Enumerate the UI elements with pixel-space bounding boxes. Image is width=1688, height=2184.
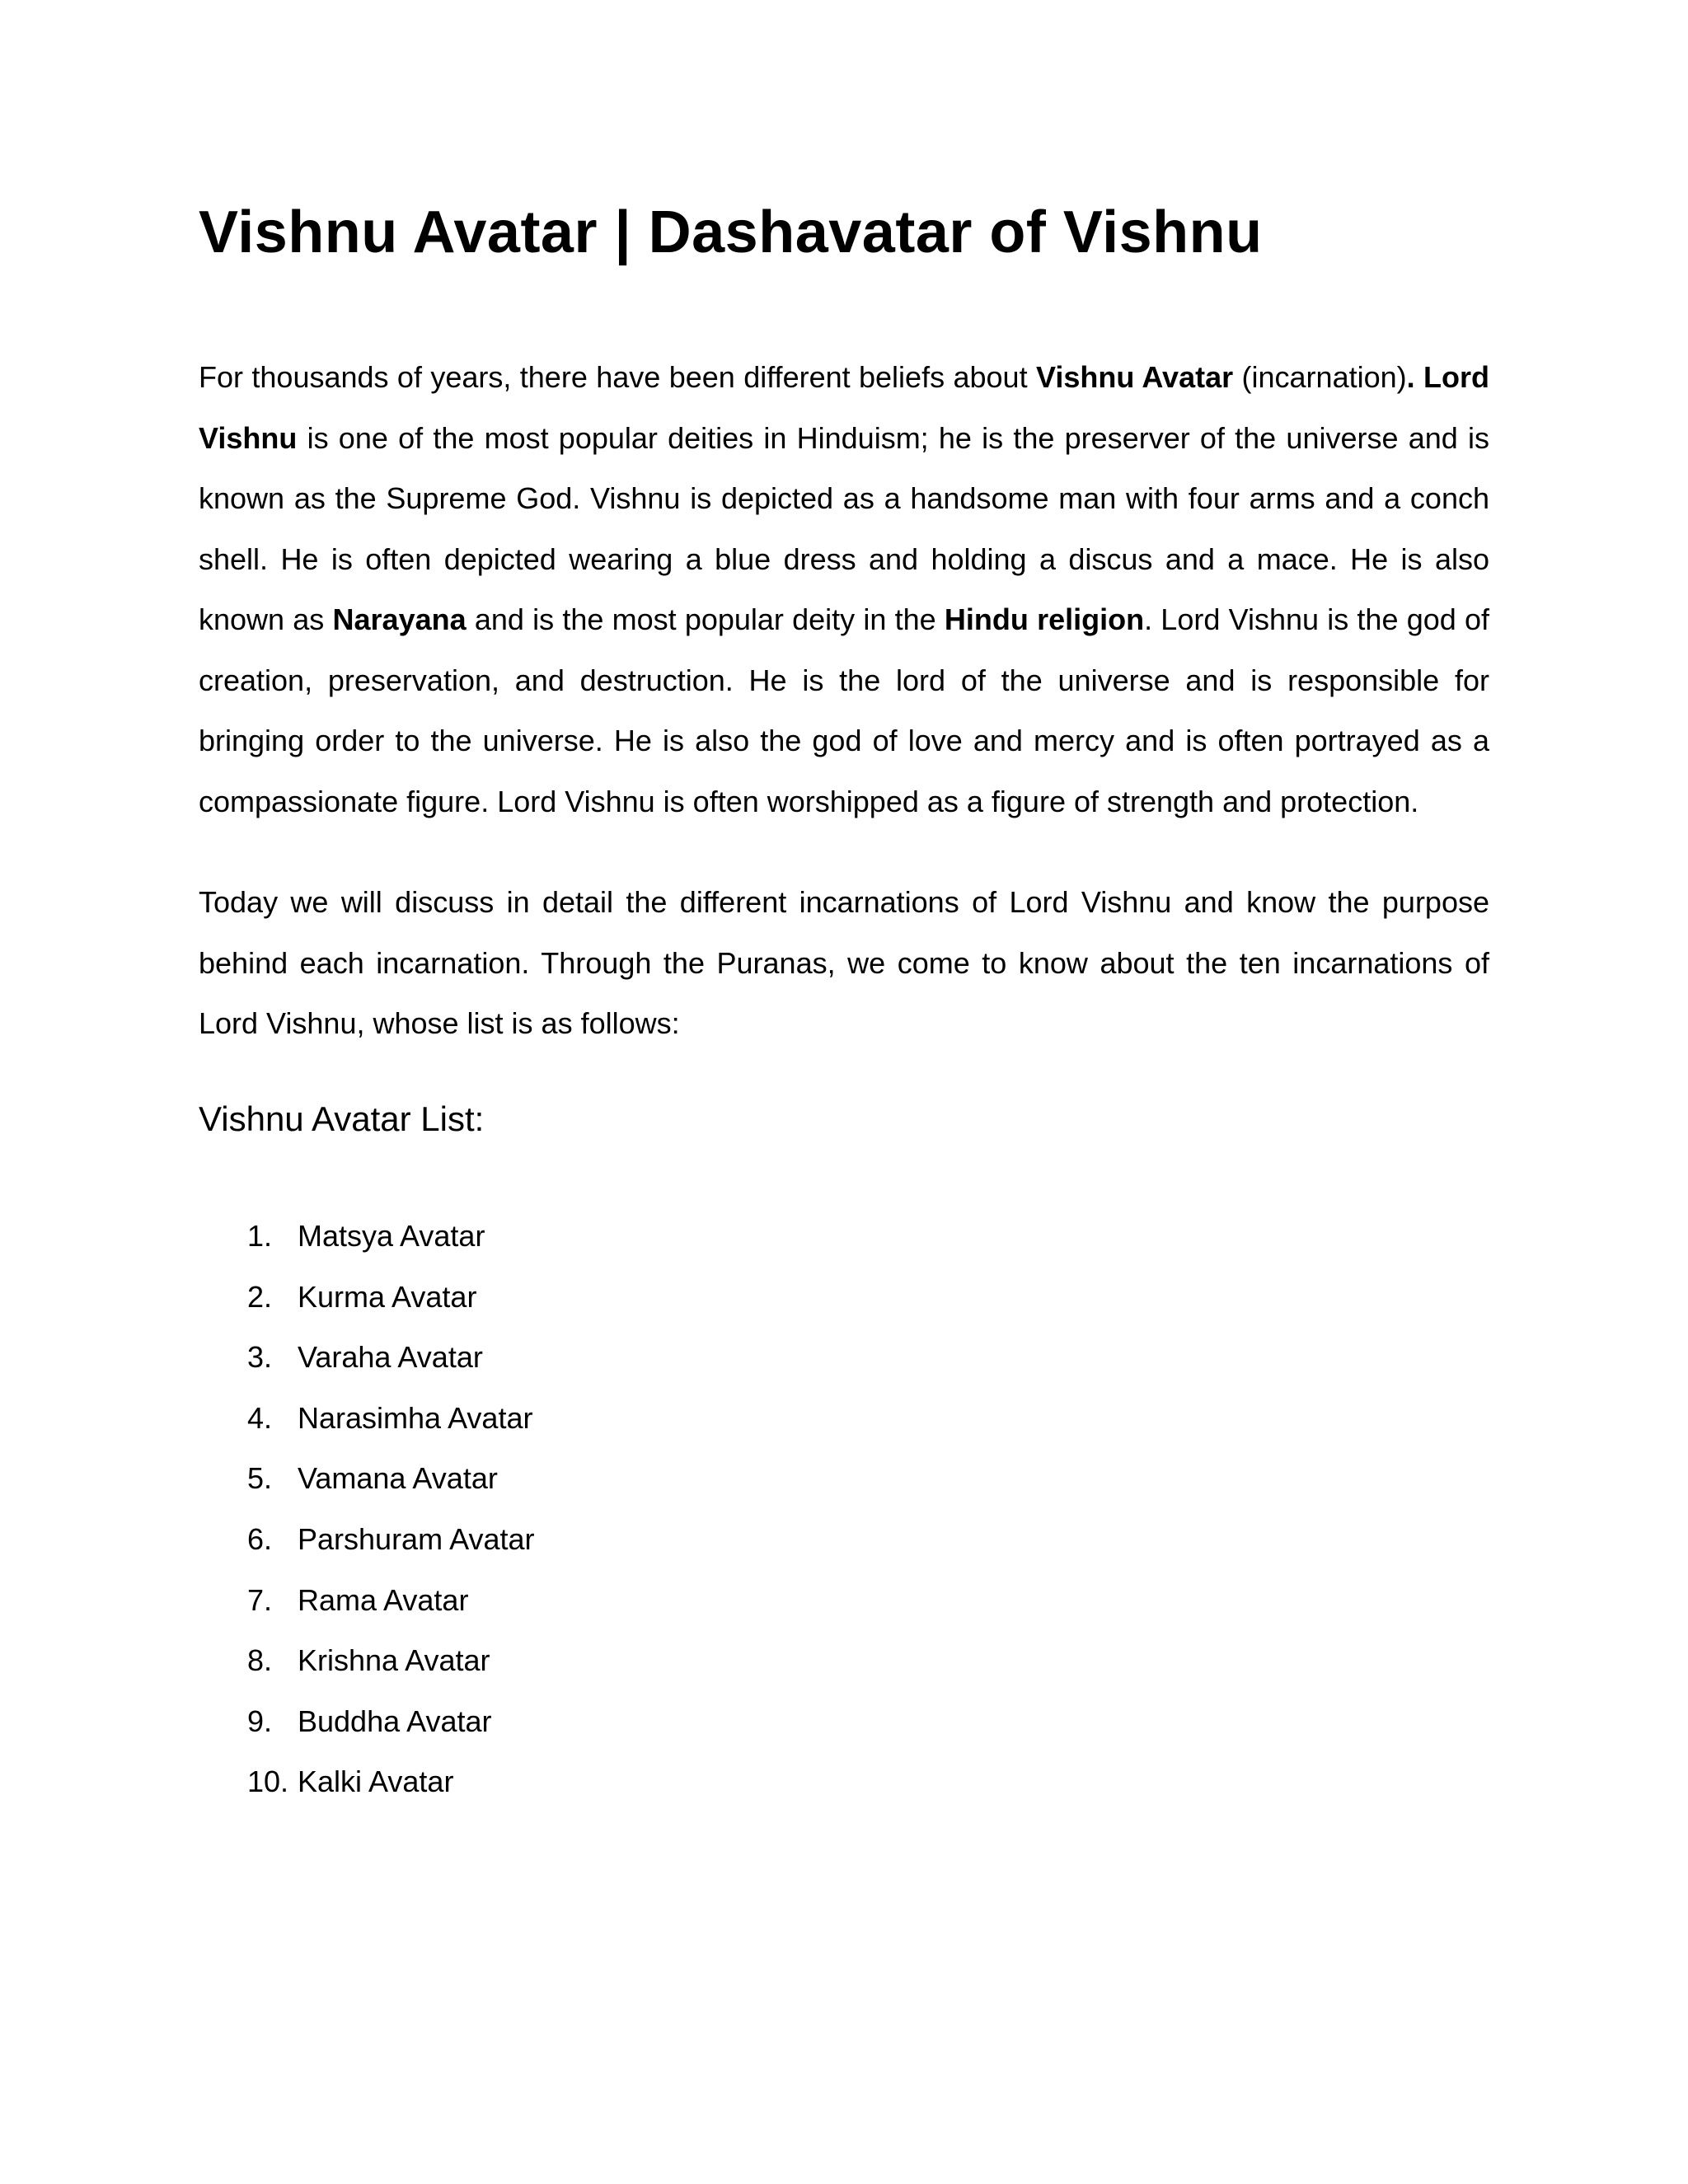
list-item-label: Varaha Avatar [298, 1340, 483, 1375]
list-item-label: Rama Avatar [298, 1582, 469, 1617]
list-item-label: Buddha Avatar [298, 1704, 492, 1738]
list-item-label: Krishna Avatar [298, 1643, 490, 1678]
list-item-number: 10. [247, 1765, 289, 1799]
intro-text-5: . Lord Vishnu is the god of creation, preservation, and destruction. He is the lord of the universe and is responsible for bringing order to the universe. He is also the god of love and mercy and is often portrayed as a compassionate figure. Lord Vishnu is often worshipped as a figure of strength and protection. [199, 602, 1489, 818]
intro-bold-narayana: Narayana [332, 602, 467, 636]
list-item-label: Vamana Avatar [298, 1461, 498, 1496]
intro-paragraph [199, 347, 1489, 832]
intro-text-1: For thousands of years, there have been different beliefs about [199, 360, 1036, 394]
list-item-number: 4. [247, 1400, 273, 1435]
list-item-label: Kurma Avatar [298, 1279, 477, 1314]
avatar-list-heading: Vishnu Avatar List: [199, 1099, 485, 1138]
list-item-number: 8. [247, 1643, 273, 1678]
list-item-number: 2. [247, 1279, 273, 1314]
intro-text-2: (incarnation) [1233, 360, 1407, 394]
list-item-label: Matsya Avatar [298, 1219, 485, 1253]
list-item-label: Kalki Avatar [298, 1765, 454, 1799]
list-item-number: 1. [247, 1219, 273, 1253]
list-item-number: 3. [247, 1340, 273, 1375]
intro-bold-vishnu-avatar: Vishnu Avatar [1035, 360, 1234, 394]
list-item-number: 9. [247, 1704, 273, 1738]
discussion-paragraph: Today we will discuss in detail the different incarnations of Lord Vishnu and know the purpose behind each incarnation. Through the Puranas, we come to know about the ten incarnations of Lord Vishnu, whose list is as follows: [199, 885, 1489, 1040]
intro-bold-lord-vishnu: . Lord Vishnu [199, 360, 1490, 455]
page-title: Vishnu Avatar | Dashavatar of Vishnu [199, 199, 1263, 265]
intro-text-3: is one of the most popular deities in Hinduism; he is the preserver of the universe and is known as the Supreme God. Vishnu is depicted as a handsome man with four arms and a conch shell. He is often depicted wearing a blue dress and holding a discus and a mace. He is also known as [199, 420, 1489, 636]
list-item-number: 6. [247, 1521, 273, 1556]
list-item-number: 7. [247, 1582, 273, 1617]
list-item-label: Parshuram Avatar [298, 1521, 535, 1556]
intro-bold-hindu-religion: Hindu religion [944, 602, 1145, 636]
list-item-label: Narasimha Avatar [298, 1400, 533, 1435]
list-item-number: 5. [247, 1461, 273, 1496]
intro-text-4: and is the most popular deity in the [466, 602, 945, 636]
